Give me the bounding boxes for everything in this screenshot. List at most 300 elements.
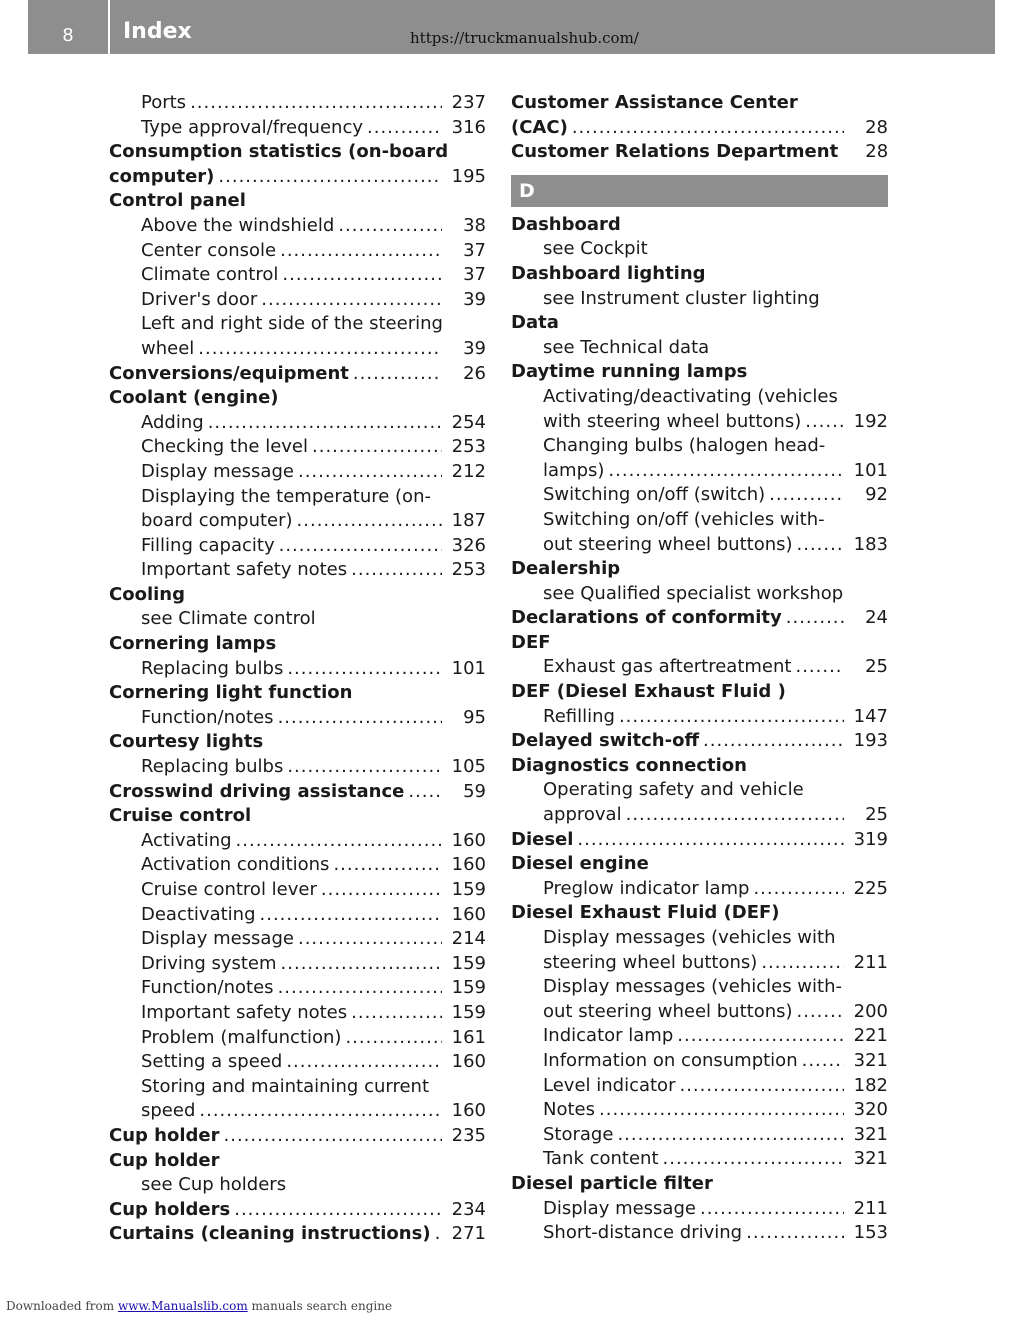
index-entry: [511, 557, 888, 582]
entry-label: Diesel Exhaust Fluid (DEF): [511, 902, 780, 924]
page-reference[interactable]: 321: [853, 1049, 888, 1071]
index-subentry: [511, 336, 888, 361]
index-entry: [511, 729, 888, 754]
index-subentry: [511, 1000, 888, 1025]
entry-label: Daytime running lamps: [511, 361, 748, 383]
dot-leader: [257, 288, 442, 313]
page-reference[interactable]: 28: [865, 116, 888, 138]
index-subentry: [109, 460, 486, 485]
entry-label: Displaying the temperature (on-: [141, 485, 431, 507]
page-reference[interactable]: 271: [451, 1223, 486, 1245]
entry-label: Cup holder: [109, 1124, 220, 1146]
index-subentry: [109, 337, 486, 362]
index-subentry: [109, 116, 486, 141]
entry-label: Information on consumption: [543, 1049, 798, 1071]
dot-leader: [283, 657, 442, 682]
entry-label: Activation conditions: [141, 854, 330, 876]
dot-leader: [791, 655, 844, 680]
entry-label: out steering wheel buttons): [543, 533, 793, 555]
entry-label: Diagnostics connection: [511, 754, 747, 776]
dot-leader: [793, 1000, 844, 1025]
footer-suffix: manuals search engine: [251, 1299, 393, 1313]
dot-leader: [568, 116, 844, 141]
index-subentry: [109, 853, 486, 878]
index-entry: [511, 311, 888, 336]
page-reference[interactable]: 193: [853, 730, 888, 752]
index-subentry: [109, 755, 486, 780]
page-reference[interactable]: 187: [451, 510, 486, 532]
dot-leader: [230, 1198, 442, 1223]
entry-label: steering wheel buttons): [543, 951, 758, 973]
entry-label: Display message: [141, 460, 294, 482]
entry-label: Center console: [141, 239, 277, 261]
entry-label: Tank content: [543, 1148, 659, 1170]
page-reference[interactable]: 316: [451, 116, 486, 138]
index-entry: [109, 632, 486, 657]
page-number: 8: [62, 25, 74, 46]
page-reference[interactable]: 195: [451, 165, 486, 187]
index-entry: [511, 1172, 888, 1197]
page-reference[interactable]: 221: [853, 1025, 888, 1047]
entry-label: lamps): [543, 459, 605, 481]
index-subentry: [511, 385, 888, 410]
manualslib-link[interactable]: www.Manualslib.com: [117, 1299, 248, 1313]
entry-label: Type approval/frequency: [141, 116, 363, 138]
page-reference[interactable]: 159: [451, 952, 486, 974]
index-entry: [511, 213, 888, 238]
index-subentry: [109, 288, 486, 313]
entry-label: Checking the level: [141, 436, 308, 458]
entry-label: Replacing bulbs: [141, 657, 284, 679]
dot-leader: [278, 263, 442, 288]
entry-label: Left and right side of the steering: [141, 313, 443, 335]
dot-leader: [604, 459, 844, 484]
page-reference[interactable]: 225: [853, 877, 888, 899]
entry-label: Exhaust gas aftertreatment: [543, 656, 792, 678]
index-subentry: [109, 607, 486, 632]
entry-label: Cruise control: [109, 805, 252, 827]
index-subentry: [109, 706, 486, 731]
index-entry: [511, 754, 888, 779]
entry-label: computer): [109, 165, 215, 187]
index-entry: [109, 362, 486, 387]
dot-leader: [742, 1221, 844, 1246]
page-reference[interactable]: 200: [853, 1000, 888, 1022]
dot-leader: [274, 976, 442, 1001]
index-subentry: [511, 975, 888, 1000]
dot-leader: [595, 1098, 844, 1123]
page-reference[interactable]: 160: [451, 1051, 486, 1073]
dot-leader: [757, 951, 844, 976]
page-reference[interactable]: 211: [853, 1197, 888, 1219]
index-subentry: [109, 1099, 486, 1124]
index-entry: [511, 680, 888, 705]
page-reference[interactable]: 253: [451, 436, 486, 458]
index-subentry: [109, 1001, 486, 1026]
page-reference[interactable]: 182: [853, 1074, 888, 1096]
index-subentry: [511, 582, 888, 607]
entry-label: Diesel: [511, 828, 574, 850]
index-subentry: [511, 410, 888, 435]
entry-label: Consumption statistics (on-board: [109, 141, 449, 163]
entry-label: board computer): [141, 510, 293, 532]
dot-leader: [673, 1024, 844, 1049]
dot-leader: [615, 705, 844, 730]
entry-label: Function/notes: [141, 977, 274, 999]
index-subentry: [109, 903, 486, 928]
entry-label: Curtains (cleaning instructions): [109, 1223, 431, 1245]
section-letter-bar: D: [511, 175, 888, 207]
entry-label: Activating/deactivating (vehicles: [543, 385, 838, 407]
dot-leader: [256, 903, 443, 928]
index-subentry: [109, 411, 486, 436]
index-column-left: [109, 91, 486, 1247]
index-entry: [511, 901, 888, 926]
entry-label: Setting a speed: [141, 1051, 283, 1073]
dot-leader: [186, 91, 442, 116]
page-reference[interactable]: 95: [463, 706, 486, 728]
entry-label: Cruise control lever: [141, 879, 317, 900]
entry-label: Activating: [141, 829, 232, 851]
entry-label: Conversions/equipment: [109, 362, 349, 384]
page-reference[interactable]: 101: [853, 459, 888, 481]
entry-label: Control panel: [109, 190, 246, 212]
entry-label: speed: [141, 1100, 196, 1122]
dot-leader: [613, 1123, 844, 1148]
index-subentry: [511, 287, 888, 312]
page-reference[interactable]: 105: [451, 756, 486, 778]
entry-label: Diesel engine: [511, 853, 649, 875]
index-subentry: [511, 508, 888, 533]
index-entry: [511, 91, 888, 116]
download-footer: [6, 1299, 392, 1313]
index-entry: [109, 140, 486, 165]
index-entry: [109, 804, 486, 829]
header-divider: [108, 0, 110, 54]
page-reference[interactable]: 234: [451, 1198, 486, 1220]
entry-label: Coolant (engine): [109, 387, 279, 409]
page-reference[interactable]: 159: [451, 879, 486, 900]
page-reference[interactable]: 92: [865, 484, 888, 506]
index-subentry: [511, 778, 888, 803]
dot-leader: [431, 1222, 442, 1247]
index-subentry: [511, 1123, 888, 1148]
dot-leader: [765, 483, 844, 508]
page-reference[interactable]: 101: [451, 657, 486, 679]
page-reference[interactable]: 320: [853, 1099, 888, 1121]
page-reference[interactable]: 319: [853, 828, 888, 850]
entry-label: Notes: [543, 1099, 595, 1121]
page-reference[interactable]: 321: [853, 1123, 888, 1145]
header-url[interactable]: https://truckmanualshub.com/: [410, 29, 639, 47]
dot-leader: [282, 1050, 442, 1075]
entry-label: Display messages (vehicles with: [543, 927, 836, 948]
page-reference[interactable]: 38: [463, 214, 486, 236]
index-subentry: [109, 878, 486, 903]
index-subentry: [109, 239, 486, 264]
page-reference[interactable]: 25: [865, 804, 888, 826]
entry-label: Switching on/off (switch): [543, 484, 766, 506]
entry-label: Storage: [543, 1123, 614, 1145]
entry-label: Display message: [141, 928, 294, 950]
entry-label: Cornering lamps: [109, 633, 277, 655]
entry-label: Important safety notes: [141, 1001, 348, 1023]
dot-leader: [675, 1074, 844, 1099]
index-subentry: [511, 1074, 888, 1099]
dot-leader: [294, 927, 442, 952]
dot-leader: [334, 214, 442, 239]
index-subentry: [109, 927, 486, 952]
dot-leader: [308, 435, 442, 460]
index-subentry: [109, 263, 486, 288]
index-entry: [109, 386, 486, 411]
index-subentry: [511, 1024, 888, 1049]
index-subentry: [511, 1049, 888, 1074]
entry-label: Problem (malfunction): [141, 1026, 342, 1048]
entry-label: Dealership: [511, 558, 621, 580]
dot-leader: [329, 853, 442, 878]
page-reference[interactable]: 26: [463, 362, 486, 384]
entry-label: Customer Assistance Center: [511, 92, 798, 113]
entry-label: Ports: [141, 92, 187, 113]
index-entry: [511, 606, 888, 631]
page-reference[interactable]: 321: [853, 1148, 888, 1170]
entry-label: Driving system: [141, 952, 277, 974]
index-subentry: [511, 1098, 888, 1123]
dot-leader: [275, 534, 442, 559]
index-subentry: [109, 558, 486, 583]
index-subentry: [109, 435, 486, 460]
dot-leader: [293, 509, 442, 534]
dot-leader: [696, 1197, 844, 1222]
page-reference[interactable]: 235: [451, 1124, 486, 1146]
dot-leader: [317, 878, 442, 903]
dot-leader: [195, 1099, 442, 1124]
page-reference[interactable]: 159: [451, 1001, 486, 1023]
index-subentry: [511, 877, 888, 902]
entry-label: Dashboard lighting: [511, 262, 706, 284]
entry-label: Important safety notes: [141, 559, 348, 581]
entry-label: approval: [543, 804, 622, 826]
entry-label: Delayed switch-off: [511, 730, 700, 752]
index-entry: [109, 189, 486, 214]
page-reference[interactable]: 160: [451, 829, 486, 851]
entry-label: Cup holder: [109, 1149, 220, 1171]
entry-label: Cup holders: [109, 1198, 231, 1220]
dot-leader: [349, 362, 442, 387]
index-subentry: [109, 829, 486, 854]
entry-label: Cooling: [109, 583, 185, 605]
entry-label: (CAC): [511, 116, 568, 138]
dot-leader: [749, 877, 844, 902]
index-entry: [109, 583, 486, 608]
index-subentry: [109, 976, 486, 1001]
dot-leader: [659, 1147, 844, 1172]
entry-label: Display message: [543, 1197, 696, 1219]
page-reference[interactable]: 183: [853, 533, 888, 555]
entry-label: Customer Relations Department: [511, 141, 839, 163]
entry-label: Level indicator: [543, 1074, 676, 1096]
index-subentry: [511, 237, 888, 262]
entry-label: Crosswind driving assistance: [109, 780, 405, 802]
dot-leader: [573, 828, 844, 853]
dot-leader: [801, 410, 844, 435]
dot-leader: [341, 1026, 442, 1051]
page-reference[interactable]: 254: [451, 411, 486, 433]
index-subentry: [511, 803, 888, 828]
entry-label: Display messages (vehicles with-: [543, 976, 842, 998]
dot-leader: [404, 780, 442, 805]
dot-leader: [798, 1049, 844, 1074]
footer-prefix: Downloaded from: [6, 1299, 115, 1313]
index-subentry: [109, 214, 486, 239]
index-entry: [511, 852, 888, 877]
page-reference[interactable]: 39: [463, 288, 486, 310]
dot-leader: [204, 411, 442, 436]
dot-leader: [232, 829, 442, 854]
page-reference[interactable]: 160: [451, 1100, 486, 1122]
section-title: Index: [123, 19, 192, 44]
page-reference[interactable]: 153: [853, 1222, 888, 1244]
dot-leader: [782, 606, 844, 631]
index-entry: [109, 1124, 486, 1149]
entry-label: Operating safety and vehicle: [543, 779, 804, 801]
index-entry: [109, 681, 486, 706]
page-reference[interactable]: 211: [853, 951, 888, 973]
entry-label: Indicator lamp: [543, 1025, 674, 1047]
index-entry: [511, 140, 888, 165]
dot-leader: [220, 1124, 443, 1149]
index-subentry: [109, 91, 486, 116]
entry-label: Above the windshield: [141, 214, 335, 236]
index-subentry: [511, 1221, 888, 1246]
entry-label: see Cup holders: [141, 1174, 287, 1196]
index-entry: [511, 828, 888, 853]
page-reference[interactable]: 237: [451, 92, 486, 113]
entry-label: DEF (Diesel Exhaust Fluid ): [511, 681, 786, 703]
entry-label: Storing and maintaining current: [141, 1075, 429, 1097]
dot-leader: [793, 533, 844, 558]
index-subentry: [511, 655, 888, 680]
entry-label: see Qualified specialist workshop: [543, 582, 844, 604]
page-header: [28, 0, 995, 54]
entry-label: Adding: [141, 411, 204, 433]
entry-label: see Technical data: [543, 336, 710, 358]
entry-label: Replacing bulbs: [141, 756, 284, 778]
entry-label: Short-distance driving: [543, 1222, 743, 1244]
entry-label: Courtesy lights: [109, 731, 264, 753]
index-subentry: [109, 534, 486, 559]
page-reference[interactable]: 25: [865, 656, 888, 678]
entry-label: see Instrument cluster lighting: [543, 287, 820, 309]
page-reference[interactable]: 214: [451, 928, 486, 950]
index-subentry: [511, 951, 888, 976]
entry-label: Switching on/off (vehicles with-: [543, 508, 825, 530]
entry-label: see Cockpit: [543, 238, 648, 260]
page-reference[interactable]: 253: [451, 559, 486, 581]
index-subentry: [511, 1147, 888, 1172]
index-subentry: [109, 1026, 486, 1051]
index-entry: [109, 730, 486, 755]
dot-leader: [214, 165, 442, 190]
page-reference[interactable]: 160: [451, 854, 486, 876]
dot-leader: [276, 239, 442, 264]
page-reference[interactable]: 161: [451, 1026, 486, 1048]
index-entry: [511, 116, 888, 141]
dot-leader: [194, 337, 442, 362]
dot-leader: [274, 706, 442, 731]
page-reference[interactable]: 37: [463, 264, 486, 286]
page-reference[interactable]: 24: [865, 607, 888, 629]
entry-label: out steering wheel buttons): [543, 1000, 793, 1022]
page-reference[interactable]: 28: [865, 141, 889, 163]
dot-leader: [699, 729, 844, 754]
entry-label: Preglow indicator lamp: [543, 877, 750, 899]
page-reference[interactable]: 39: [463, 337, 486, 359]
index-subentry: [511, 926, 888, 951]
entry-label: Driver's door: [141, 288, 258, 310]
index-subentry: [109, 657, 486, 682]
index-entry: [109, 1149, 486, 1174]
index-subentry: [511, 533, 888, 558]
entry-label: Filling capacity: [141, 534, 275, 556]
page-reference[interactable]: 160: [451, 903, 486, 925]
entry-label: Function/notes: [141, 706, 274, 728]
index-entry: [109, 1222, 486, 1247]
index-subentry: [109, 1173, 486, 1198]
page-reference[interactable]: 37: [463, 239, 486, 261]
index-column-right: [511, 91, 888, 1246]
index-subentry: [109, 485, 486, 510]
page-reference[interactable]: 159: [451, 977, 486, 999]
dot-leader: [622, 803, 844, 828]
dot-leader: [363, 116, 442, 141]
page-reference[interactable]: 147: [853, 705, 888, 727]
index-subentry: [109, 509, 486, 534]
dot-leader: [277, 952, 442, 977]
page-reference[interactable]: 326: [451, 534, 486, 556]
page-reference[interactable]: 59: [463, 780, 486, 802]
dot-leader: [347, 558, 442, 583]
entry-label: Cornering light function: [109, 682, 353, 704]
index-subentry: [511, 483, 888, 508]
page-reference[interactable]: 192: [853, 410, 888, 432]
index-entry: [109, 780, 486, 805]
entry-label: wheel: [141, 337, 195, 359]
entry-label: Data: [511, 312, 559, 334]
entry-label: Diesel particle filter: [511, 1172, 713, 1194]
index-subentry: [109, 952, 486, 977]
page-reference[interactable]: 212: [451, 460, 486, 482]
dot-leader: [283, 755, 442, 780]
index-subentry: [511, 1197, 888, 1222]
dot-leader: [347, 1001, 442, 1026]
index-entry: [511, 360, 888, 385]
index-entry: [109, 165, 486, 190]
index-entry: [511, 262, 888, 287]
dot-leader: [294, 460, 442, 485]
entry-label: Deactivating: [141, 903, 256, 925]
index-subentry: [109, 1075, 486, 1100]
index-subentry: [511, 434, 888, 459]
index-subentry: [109, 1050, 486, 1075]
entry-label: see Climate control: [141, 608, 316, 630]
entry-label: DEF: [511, 631, 551, 653]
entry-label: Climate control: [141, 264, 279, 286]
index-subentry: [511, 459, 888, 484]
index-subentry: [109, 312, 486, 337]
entry-label: Dashboard: [511, 213, 621, 235]
